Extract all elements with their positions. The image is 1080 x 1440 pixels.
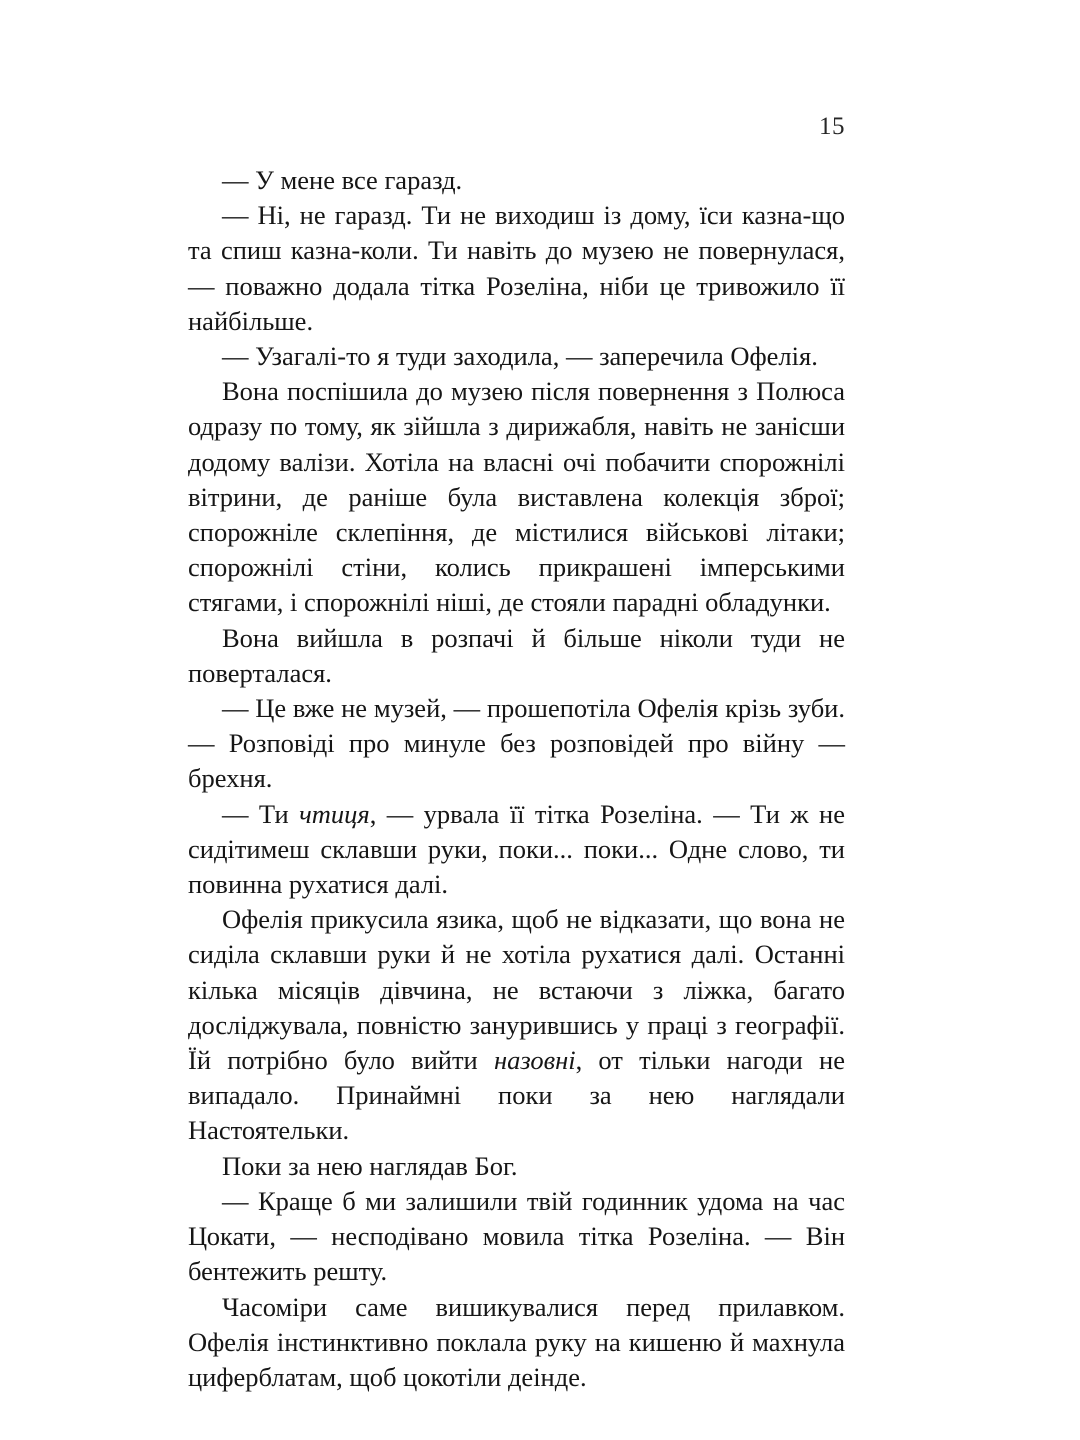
paragraph: — Ні, не гаразд. Ти не виходиш із дому, їси казна-що та спиш казна-коли. Ти навіть до музею не повернулася, — поважно додала тітка Розеліна, ніби це тривожило її найбільше. <box>188 200 845 336</box>
paragraph: Поки за нею наглядав Бог. <box>222 1150 518 1181</box>
paragraph: — У мене все гаразд. <box>222 165 463 195</box>
page-number: 15 <box>819 113 845 140</box>
paragraph: Вона вийшла в розпачі й більше ніколи туди не поверталася. <box>188 622 845 688</box>
paragraph: Офелія прикусила язика, щоб не відказати, що вона не сиділа склавши руки й не хотіла рухатися далі. Останні кілька місяців дівчина, не встаючи з ліжка, багато досліджувала, повністю занурившись у праці з географії. Їй потрібно було вийти назовні, от тільки нагоди не випадало. Принаймні поки за нею наглядали Настоятельки. <box>188 904 845 1146</box>
paragraph: — Ти чтиця, — урвала її тітка Розеліна. — Ти ж не сидітимеш склавши руки, поки... поки... Одне слово, ти повинна рухатися далі. <box>188 798 845 900</box>
paragraph: Часоміри саме вишикувалися перед прилавком. Офелія інстинктивно поклала руку на кишеню й махнула циферблатам, щоб цокотіли деінде. <box>188 1291 845 1392</box>
emphasis-text: назовні <box>493 1045 576 1076</box>
paragraph: — Краще б ми залишили твій годинник удома на час Цокати, — несподівано мовила тітка Розеліна. — Він бентежить решту. <box>188 1185 845 1287</box>
emphasis-text: чтиця <box>299 798 370 829</box>
paragraph: — Це вже не музей, — прошепотіла Офелія крізь зуби. — Розповіді про минуле без розповідей про війну — брехня. <box>188 693 845 794</box>
body-text-block <box>188 163 845 1395</box>
paragraph: Вона поспішила до музею після повернення з Полюса одразу по тому, як зійшла з дирижабля, навіть не занісши додому валізи. Хотіла на власні очі побачити спорожнілі вітрини, де раніше була виставлена колекція зброї; спорожніле склепіння, де містилися військові літаки; спорожнілі стіни, колись прикрашені імперськими стягами, і спорожнілі ніші, де стояли парадні обладунки. <box>188 376 845 618</box>
paragraph: — Узагалі-то я туди заходила, — заперечила Офелія. <box>222 341 818 372</box>
